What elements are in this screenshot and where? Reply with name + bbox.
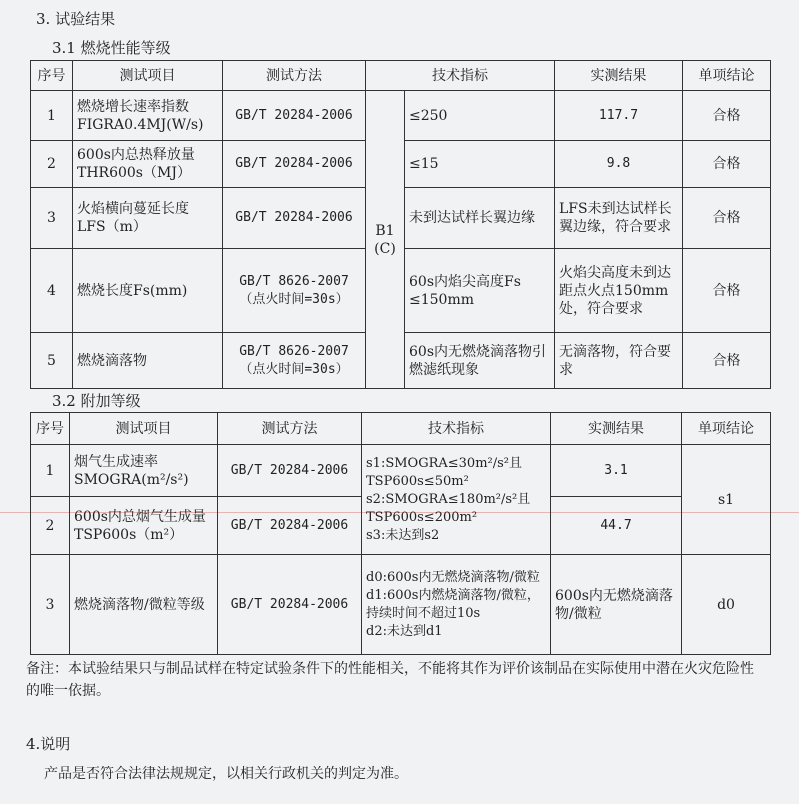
cell-method: GB/T 20284-2006 — [218, 555, 362, 655]
section-4-text: 产品是否符合法律法规规定，以相关行政机关的判定为准。 — [44, 766, 408, 782]
cell-item: 燃烧滴落物/微粒等级 — [70, 555, 218, 655]
cell-result: 44.7 — [551, 497, 682, 555]
cell-seq: 1 — [31, 91, 73, 141]
cell-item: 600s内总烟气生成量TSP600s（m²） — [70, 497, 218, 555]
cell-tech: 60s内焰尖高度Fs ≤150mm — [405, 249, 555, 333]
section-4-title: 4.说明 — [26, 735, 71, 753]
cell-conclusion: 合格 — [683, 141, 771, 188]
header-method: 测试方法 — [218, 413, 362, 445]
cell-method: GB/T 8626-2007（点火时间=30s） — [223, 249, 366, 333]
cell-class: B1 (C) — [366, 91, 405, 389]
cell-method: GB/T 20284-2006 — [223, 91, 366, 141]
cell-item: 烟气生成速率 SMOGRA(m²/s²) — [70, 445, 218, 497]
cell-item: 燃烧滴落物 — [73, 333, 223, 389]
cell-seq: 5 — [31, 333, 73, 389]
cell-result: 9.8 — [555, 141, 683, 188]
table-row — [31, 555, 771, 655]
cell-conclusion: d0 — [682, 555, 771, 655]
cell-seq: 4 — [31, 249, 73, 333]
cell-result: 火焰尖高度未到达距点火点150mm处，符合要求 — [555, 249, 683, 333]
table-row — [31, 91, 771, 141]
cell-seq: 2 — [31, 497, 70, 555]
cell-seq: 3 — [31, 188, 73, 249]
additional-grade-table — [30, 412, 771, 655]
cell-conclusion: 合格 — [683, 249, 771, 333]
cell-seq: 1 — [31, 445, 70, 497]
cell-result: 600s内无燃烧滴落物/微粒 — [551, 555, 682, 655]
header-method: 测试方法 — [223, 61, 366, 91]
remark-note: 备注：本试验结果只与制品试样在特定试验条件下的性能相关，不能将其作为评价该制品在实际使用中潜在火灾危险性的唯一依据。 — [26, 661, 754, 699]
section-3-2-title: 3.2 附加等级 — [52, 392, 141, 410]
cell-method: GB/T 8626-2007（点火时间=30s） — [223, 333, 366, 389]
header-tech: 技术指标 — [366, 61, 555, 91]
section-3-1-title: 3.1 燃烧性能等级 — [52, 39, 171, 57]
cell-result: LFS未到达试样长翼边缘，符合要求 — [555, 188, 683, 249]
cell-seq: 3 — [31, 555, 70, 655]
cell-result: 无滴落物，符合要求 — [555, 333, 683, 389]
cell-item: 燃烧长度Fs(mm) — [73, 249, 223, 333]
cell-result: 117.7 — [555, 91, 683, 141]
header-seq: 序号 — [31, 413, 70, 445]
header-conclusion: 单项结论 — [682, 413, 771, 445]
header-item: 测试项目 — [73, 61, 223, 91]
cell-tech: ≤15 — [405, 141, 555, 188]
header-tech: 技术指标 — [362, 413, 551, 445]
cell-item: 燃烧增长速率指数 FIGRA0.4MJ(W/s) — [73, 91, 223, 141]
cell-method: GB/T 20284-2006 — [223, 188, 366, 249]
header-result: 实测结果 — [555, 61, 683, 91]
cell-conclusion: 合格 — [683, 91, 771, 141]
cell-item: 火焰横向蔓延长度 LFS（m） — [73, 188, 223, 249]
cell-conclusion-smoke: s1 — [682, 445, 771, 555]
header-item: 测试项目 — [70, 413, 218, 445]
section-3-title: 3. 试验结果 — [36, 10, 116, 28]
combustion-grade-table — [30, 60, 771, 389]
table-row — [31, 445, 771, 497]
cell-tech: d0:600s内无燃烧滴落物/微粒 d1:600s内燃烧滴落物/微粒，持续时间不超过10s d2:未达到d1 — [362, 555, 551, 655]
cell-item: 600s内总热释放量 THR600s（MJ） — [73, 141, 223, 188]
header-result: 实测结果 — [551, 413, 682, 445]
cell-conclusion: 合格 — [683, 188, 771, 249]
cell-tech: ≤250 — [405, 91, 555, 141]
cell-method: GB/T 20284-2006 — [218, 497, 362, 555]
cell-method: GB/T 20284-2006 — [218, 445, 362, 497]
cell-result: 3.1 — [551, 445, 682, 497]
header-seq: 序号 — [31, 61, 73, 91]
cell-method: GB/T 20284-2006 — [223, 141, 366, 188]
cell-seq: 2 — [31, 141, 73, 188]
cell-tech: 未到达试样长翼边缘 — [405, 188, 555, 249]
cell-tech: 60s内无燃烧滴落物引燃滤纸现象 — [405, 333, 555, 389]
cell-tech-smoke: s1:SMOGRA≤30m²/s²且TSP600s≤50m² s2:SMOGRA≤180m²/s²且TSP600s≤200m² s3:未达到s2 — [362, 445, 551, 555]
header-conclusion: 单项结论 — [683, 61, 771, 91]
cell-conclusion: 合格 — [683, 333, 771, 389]
